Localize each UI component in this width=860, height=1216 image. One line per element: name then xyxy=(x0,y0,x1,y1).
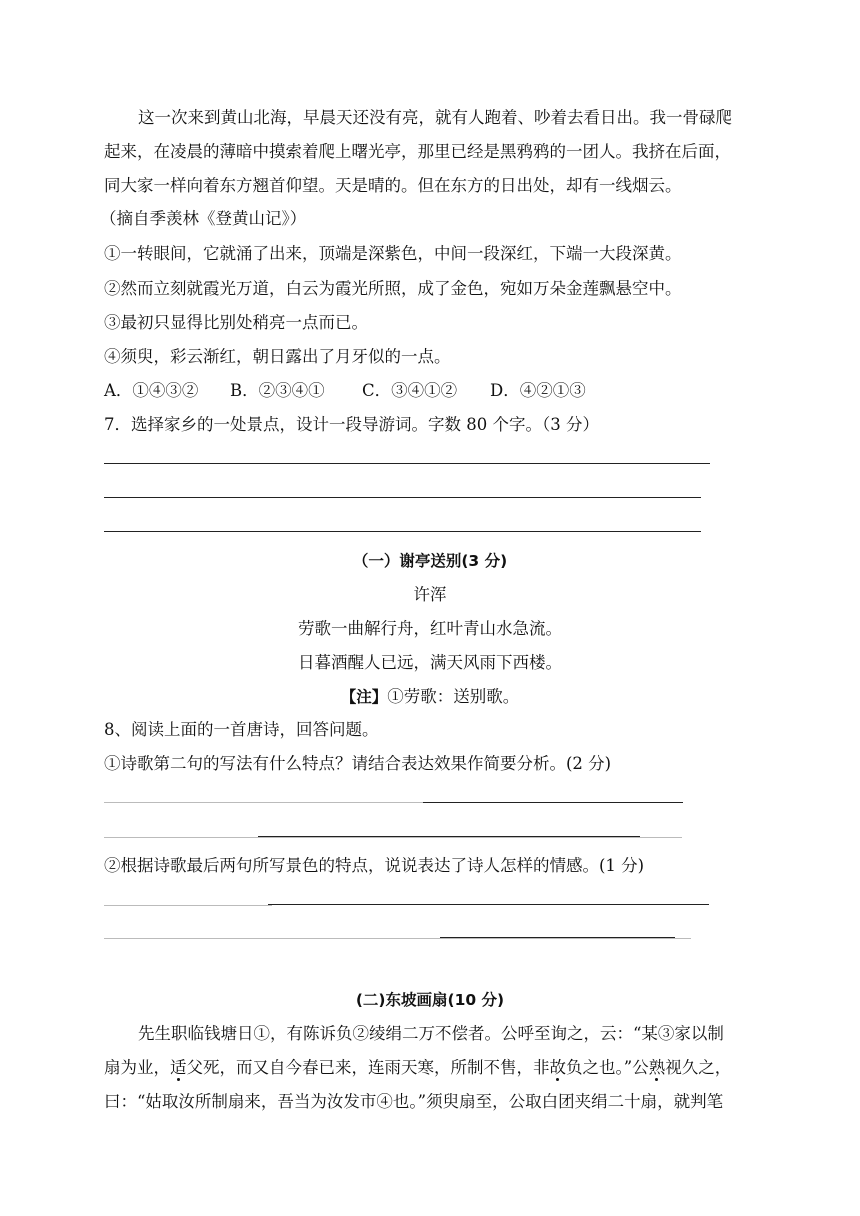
note-text: ①劳歌：送别歌。 xyxy=(387,687,520,706)
poem-line-1: 劳歌一曲解行舟，红叶青山水急流。 xyxy=(298,619,562,638)
passage-line-1: 这一次来到黄山北海，早晨天还没有亮，就有人跑着、吵着去看日出。我一骨碌爬 xyxy=(138,108,732,127)
poem-author: 许浑 xyxy=(413,585,447,604)
sentence-4: ④须臾，彩云渐红，朝日露出了月牙似的一点。 xyxy=(104,347,451,366)
question-8-intro: 8、阅读上面的一首唐诗，回答问题。 xyxy=(104,720,379,739)
option-c: C．③④①② xyxy=(362,381,458,400)
emphasis-char: 故 xyxy=(549,1058,566,1077)
section2-line-1: 先生职临钱塘日①，有陈诉负②绫绢二万不偿者。公呼至询之，云：“某③家以制 xyxy=(138,1024,724,1043)
passage-source: （摘自季羡林《登黄山记》） xyxy=(100,209,307,228)
option-d: D．④②①③ xyxy=(490,381,586,400)
answer-line xyxy=(104,802,424,803)
poem-note xyxy=(0,685,860,709)
section2-line-2 xyxy=(104,1056,731,1080)
answer-line xyxy=(104,837,682,838)
text-run: 视久之， xyxy=(665,1058,732,1077)
section2-heading: (二)东坡画扇(10 分) xyxy=(355,991,505,1009)
passage-line-3: 同大家一样向着东方翘首仰望。天是晴的。但在东方的日出处，却有一线烟云。 xyxy=(104,176,682,195)
option-a: A．①④③② xyxy=(104,381,199,400)
sentence-3: ③最初只显得比别处稍亮一点而已。 xyxy=(104,313,368,332)
note-tag: 【注】 xyxy=(340,688,388,706)
emphasis-char: 熟 xyxy=(648,1058,666,1077)
question-8-sub2: ②根据诗歌最后两句所写景色的特点，说说表达了诗人怎样的情感。(1 分) xyxy=(104,856,645,875)
answer-line xyxy=(104,463,710,464)
answer-line xyxy=(258,836,640,837)
answer-line xyxy=(440,937,675,938)
answer-options xyxy=(104,379,586,403)
text-run: 负之也。”公 xyxy=(566,1058,649,1077)
answer-line xyxy=(104,938,691,939)
option-b: B．②③④① xyxy=(230,381,325,400)
poem-heading: （一）谢亭送别(3 分) xyxy=(352,552,508,570)
passage-line-2: 起来，在凌晨的薄暗中摸索着爬上曙光亭，那里已经是黑鸦鸦的一团人。我挤在后面， xyxy=(104,142,731,161)
sentence-2: ②然而立刻就霞光万道，白云为霞光所照，成了金色，宛如万朵金莲飘悬空中。 xyxy=(104,279,682,298)
section2-line-3: 曰：“姑取汝所制扇来，吾当为汝发市④也。”须臾扇至，公取白团夹绢二十扇，就判笔 xyxy=(104,1092,724,1111)
emphasis-char: 适 xyxy=(170,1058,187,1077)
question-7: 7．选择家乡的一处景点，设计一段导游词。字数 80 个字。（3 分） xyxy=(104,415,599,434)
answer-line xyxy=(104,905,272,906)
poem-line-2: 日暮酒醒人已远，满天风雨下西楼。 xyxy=(298,653,562,672)
answer-line xyxy=(268,904,709,905)
text-run: 父死，而又自今春已来，连雨天寒，所制不售，非 xyxy=(186,1058,550,1077)
answer-line xyxy=(423,802,683,803)
answer-line xyxy=(104,531,701,532)
sentence-1: ①一转眼间，它就涌了出来，顶端是深紫色，中间一段深红，下端一大段深黄。 xyxy=(104,244,682,263)
answer-line xyxy=(104,497,701,498)
question-8-sub1: ①诗歌第二句的写法有什么特点？请结合表达效果作简要分析。(2 分) xyxy=(104,754,612,773)
text-run: 扇为业， xyxy=(104,1058,170,1077)
